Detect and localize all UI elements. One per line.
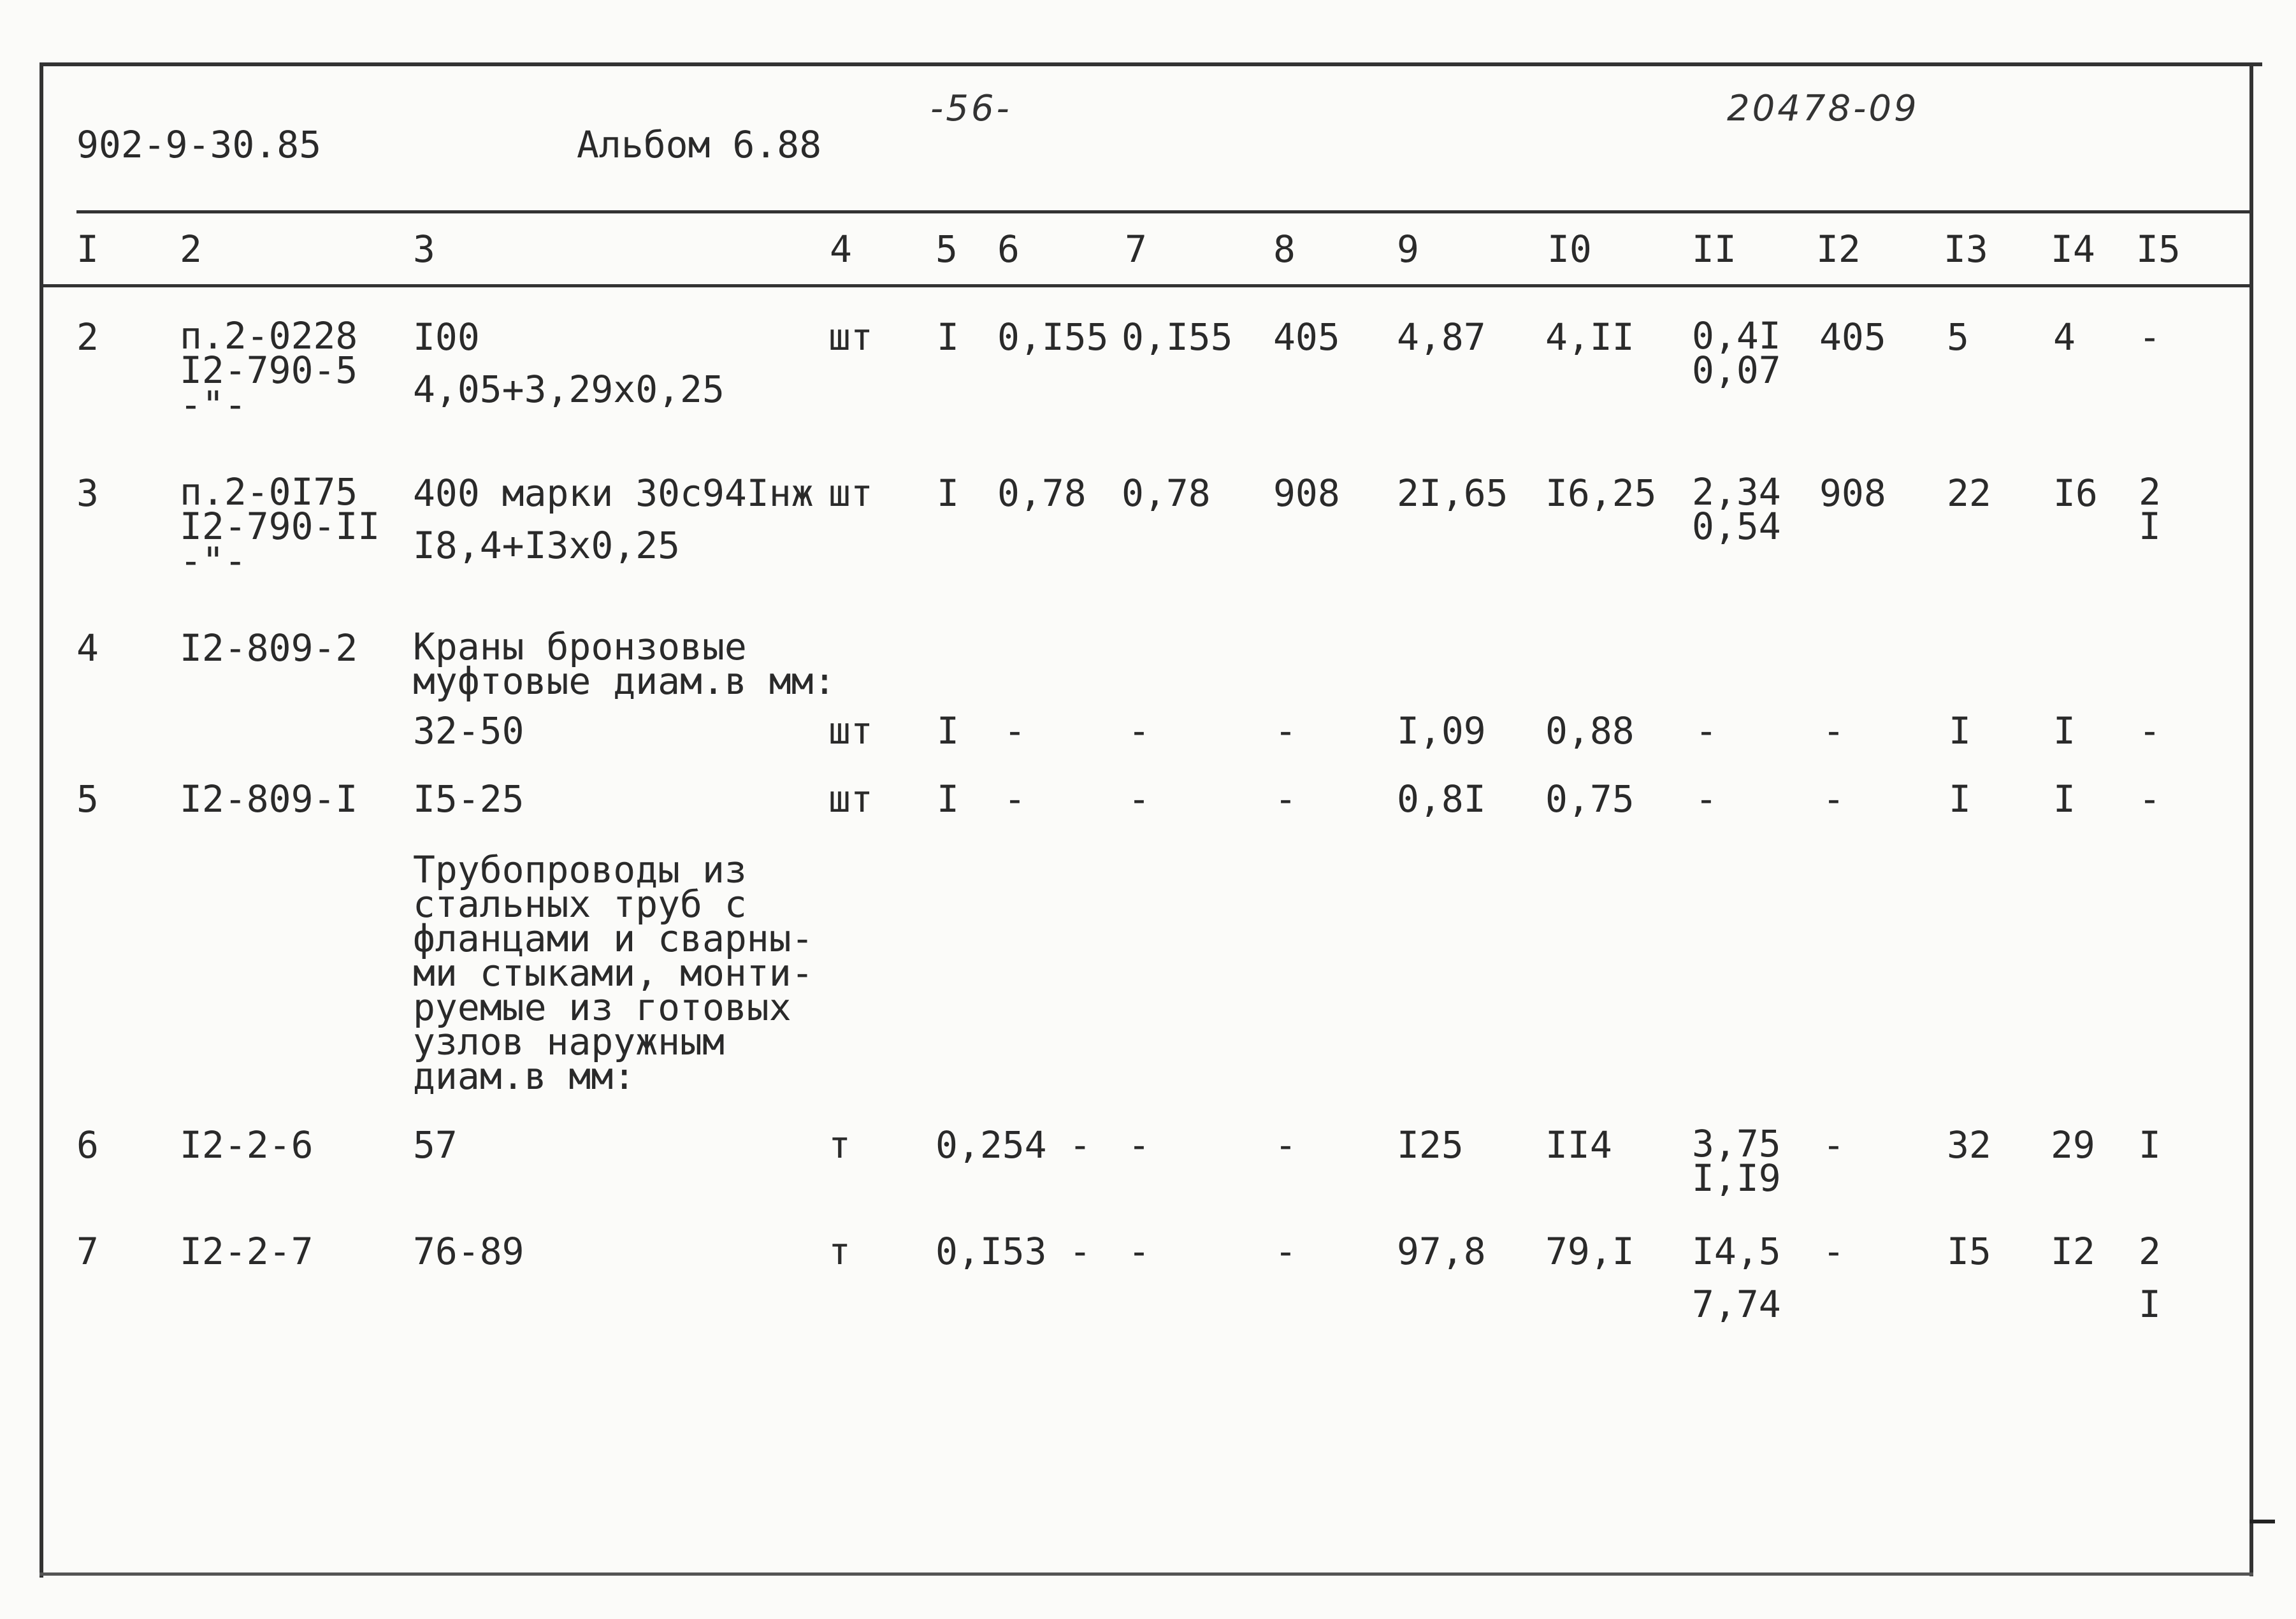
- row-col12: -: [1823, 1123, 1845, 1167]
- frame-right-line: [2249, 66, 2253, 1576]
- section-note: Трубопроводы из стальных труб с фланцами и сварны- ми стыками, монти- руемые из готовых узлов наружным диам.в мм:: [413, 848, 814, 1098]
- row-col9: I,09: [1397, 709, 1486, 752]
- column-header: I2: [1816, 227, 1861, 271]
- column-header: 6: [997, 227, 1020, 271]
- row-col13: I5: [1947, 1230, 1991, 1273]
- row-code: I2-2-7: [180, 1230, 314, 1273]
- row-col15-second: I: [2139, 1283, 2161, 1326]
- row-name: 76-89: [413, 1230, 524, 1273]
- row-unit: шт: [828, 709, 873, 752]
- row-number: 3: [76, 471, 99, 515]
- row-col14: I: [2053, 777, 2076, 821]
- row-col8: 908: [1273, 471, 1340, 515]
- row-unit: шт: [828, 471, 873, 515]
- row-code: I2-809-I: [180, 777, 358, 821]
- row-col15: -: [2139, 315, 2161, 359]
- row-col7: 0,78: [1122, 471, 1211, 515]
- row-name: 400 марки 30с94Iнж: [413, 471, 814, 515]
- row-col6: 0,I55: [997, 315, 1109, 359]
- column-header: 8: [1273, 227, 1296, 271]
- row-col7: 0,I55: [1122, 315, 1233, 359]
- row-col6: -: [1004, 709, 1026, 752]
- row-col5: 0,I53 -: [935, 1230, 1092, 1273]
- row-col14: 4: [2053, 315, 2076, 359]
- row-col13: I: [1949, 709, 1971, 752]
- row-col10: 79,I: [1545, 1230, 1635, 1273]
- row-col8: -: [1274, 1123, 1297, 1167]
- row-col11: 0,4I 0,07: [1692, 314, 1781, 392]
- row-col9: I25: [1397, 1123, 1464, 1167]
- row-col10: 4,II: [1545, 315, 1635, 359]
- row-col9: 2I,65: [1397, 471, 1508, 515]
- row-col12: -: [1823, 777, 1845, 821]
- row-col13: I: [1949, 777, 1971, 821]
- column-header: I3: [1944, 227, 1988, 271]
- row-number: 5: [76, 777, 99, 821]
- row-name-detail: 32-50: [413, 709, 524, 752]
- row-name: 57: [413, 1123, 458, 1167]
- column-header: 9: [1397, 227, 1419, 271]
- row-number: 4: [76, 626, 99, 670]
- album-number: Альбом 6.88: [577, 123, 822, 166]
- row-name-detail: 4,05+3,29х0,25: [413, 368, 725, 411]
- row-col13: 5: [1947, 315, 1969, 359]
- row-col8: -: [1274, 709, 1297, 752]
- row-code: п.2-0I75 I2-790-II -"-: [180, 470, 380, 582]
- row-col8: -: [1274, 777, 1297, 821]
- row-name-detail: I8,4+I3х0,25: [413, 524, 681, 567]
- row-col12: 908: [1819, 471, 1886, 515]
- column-header: 7: [1125, 227, 1147, 271]
- row-name: Краны бронзовые муфтовые диам.в мм:: [413, 625, 836, 703]
- row-col7: -: [1128, 1230, 1150, 1273]
- column-header: I4: [2051, 227, 2095, 271]
- column-header: I0: [1547, 227, 1592, 271]
- row-col8: 405: [1273, 315, 1340, 359]
- row-col14: I2: [2051, 1230, 2095, 1273]
- row-col12: -: [1823, 709, 1845, 752]
- row-col14: I: [2053, 709, 2076, 752]
- row-number: 2: [76, 315, 99, 359]
- column-header: II: [1692, 227, 1736, 271]
- row-col13: 32: [1947, 1123, 1991, 1167]
- column-header: I5: [2136, 227, 2181, 271]
- row-col7: -: [1128, 777, 1150, 821]
- row-col15: 2: [2139, 1230, 2161, 1273]
- row-col8: -: [1274, 1230, 1297, 1273]
- margin-tick: [2249, 1520, 2275, 1523]
- row-col15: 2 I: [2139, 470, 2161, 548]
- frame-top-line: [40, 62, 2262, 66]
- frame-bottom-line: [40, 1572, 2253, 1576]
- row-name: I00: [413, 315, 480, 359]
- row-col15: I: [2139, 1123, 2161, 1167]
- row-col11: 2,34 0,54: [1692, 470, 1781, 548]
- row-number: 6: [76, 1123, 99, 1167]
- row-col6: -: [1004, 777, 1026, 821]
- row-number: 7: [76, 1230, 99, 1273]
- column-header: 2: [180, 227, 202, 271]
- row-col10: II4: [1545, 1123, 1612, 1167]
- row-col5: I: [937, 777, 959, 821]
- document-code: 902-9-30.85: [76, 123, 322, 166]
- row-unit: т: [828, 1123, 851, 1167]
- row-unit: т: [828, 1230, 851, 1273]
- row-col10: 0,75: [1545, 777, 1635, 821]
- row-col14: I6: [2053, 471, 2098, 515]
- row-col5: I: [937, 471, 959, 515]
- row-col12: -: [1823, 1230, 1845, 1273]
- row-code: п.2-0228 I2-790-5 -"-: [180, 314, 358, 426]
- row-col7: -: [1128, 709, 1150, 752]
- row-col10: I6,25: [1545, 471, 1657, 515]
- row-col13: 22: [1947, 471, 1991, 515]
- row-col5: I: [937, 709, 959, 752]
- row-col9: 97,8: [1397, 1230, 1486, 1273]
- row-col11: 3,75 I,I9: [1692, 1122, 1781, 1200]
- row-col7: -: [1128, 1123, 1150, 1167]
- row-col11-second: 7,74: [1692, 1283, 1781, 1326]
- row-col12: 405: [1819, 315, 1886, 359]
- row-col11: I4,5: [1692, 1230, 1781, 1273]
- frame-left-line: [40, 62, 43, 1578]
- row-col9: 4,87: [1397, 315, 1486, 359]
- row-col11: -: [1695, 709, 1717, 752]
- row-unit: шт: [828, 777, 873, 821]
- row-col15: -: [2139, 709, 2161, 752]
- row-col5: 0,254 -: [935, 1123, 1092, 1167]
- header-rule: [76, 210, 2249, 213]
- row-name: I5-25: [413, 777, 524, 821]
- row-col10: 0,88: [1545, 709, 1635, 752]
- page-number: -56-: [930, 88, 1012, 129]
- row-col14: 29: [2051, 1123, 2095, 1167]
- column-header: 5: [935, 227, 958, 271]
- row-col6: 0,78: [997, 471, 1087, 515]
- row-code: I2-809-2: [180, 626, 358, 670]
- row-code: I2-2-6: [180, 1123, 314, 1167]
- sheet-id: 20478-09: [1727, 88, 1919, 129]
- column-header: 4: [830, 227, 852, 271]
- column-header: 3: [413, 227, 435, 271]
- row-col11: -: [1695, 777, 1717, 821]
- row-col5: I: [937, 315, 959, 359]
- row-col15: -: [2139, 777, 2161, 821]
- row-unit: шт: [828, 315, 873, 359]
- column-header-rule: [40, 284, 2249, 287]
- row-col9: 0,8I: [1397, 777, 1486, 821]
- column-header: I: [76, 227, 99, 271]
